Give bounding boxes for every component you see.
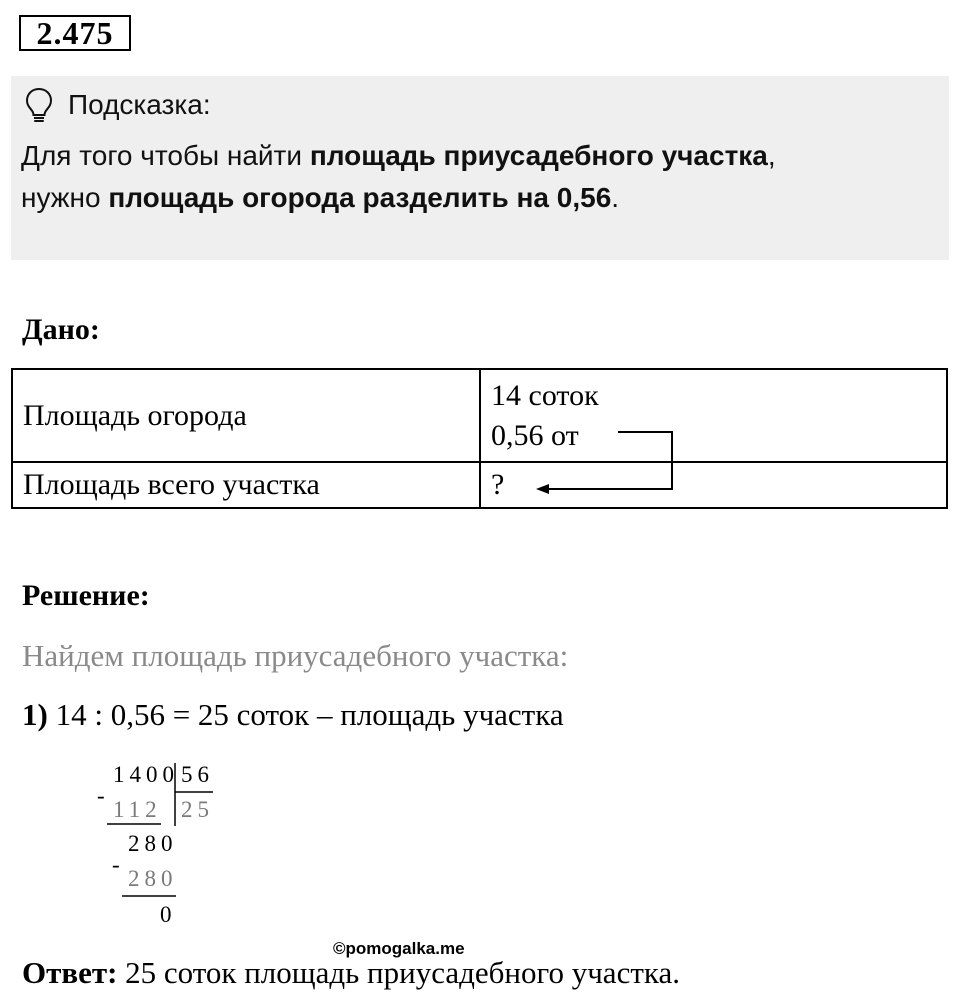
given-table bbox=[11, 368, 948, 509]
table-row bbox=[12, 369, 947, 462]
table-row bbox=[12, 462, 947, 508]
hint-emphasis: площадь огорода разделить на 0,56 bbox=[108, 182, 612, 213]
task-number: 2.475 bbox=[19, 15, 131, 51]
minus-sign: - bbox=[112, 852, 125, 877]
row-value bbox=[480, 369, 947, 462]
hint-text: нужно bbox=[21, 182, 109, 213]
watermark: ©pomogalka.me bbox=[333, 939, 465, 958]
value-line: 0,56 от bbox=[491, 418, 579, 452]
step-number: 1) bbox=[22, 697, 48, 732]
lightbulb-icon bbox=[23, 86, 55, 124]
hint-punct: . bbox=[611, 182, 620, 213]
solution-step bbox=[22, 696, 564, 734]
remainder: 280 bbox=[128, 831, 178, 856]
row-label: Площадь огорода bbox=[12, 369, 480, 462]
dividend: 1400 bbox=[113, 762, 179, 787]
final-remainder: 0 bbox=[160, 902, 177, 927]
step-text: 14 : 0,56 = 25 соток – площадь участка bbox=[47, 697, 564, 732]
hint-emphasis: площадь приусадебного участка bbox=[309, 140, 768, 171]
minus-sign: - bbox=[97, 783, 110, 808]
solution-intro: Найдем площадь приусадебного участка: bbox=[22, 638, 569, 673]
hint-line-2 bbox=[21, 180, 619, 216]
answer-text: 25 соток площадь приусадебного участка. bbox=[117, 955, 680, 990]
given-title: Дано: bbox=[22, 313, 100, 346]
value-line: 14 соток bbox=[491, 378, 599, 412]
hint-punct: , bbox=[767, 140, 776, 171]
row-value: ? bbox=[480, 462, 947, 508]
subtrahend: 280 bbox=[128, 866, 178, 891]
answer-label: Ответ: bbox=[22, 955, 118, 990]
row-label: Площадь всего участка bbox=[12, 462, 480, 508]
hint-line-1 bbox=[21, 138, 776, 174]
answer bbox=[22, 954, 680, 992]
divisor: 56 bbox=[181, 762, 214, 787]
quotient: 25 bbox=[181, 797, 214, 822]
solution-title: Решение: bbox=[22, 579, 150, 612]
hint-title: Подсказка: bbox=[68, 89, 211, 120]
hint-text: Для того чтобы найти bbox=[21, 140, 310, 171]
subtrahend: 112 bbox=[113, 797, 162, 822]
